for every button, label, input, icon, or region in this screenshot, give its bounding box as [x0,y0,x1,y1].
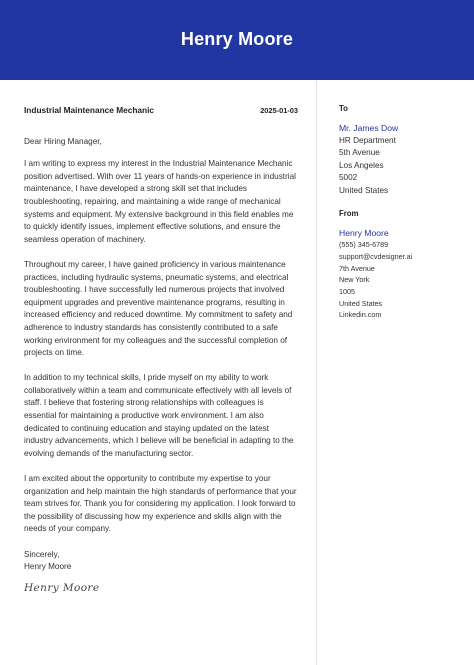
signature: Henry Moore [24,581,100,594]
sender-street: 7th Avenue [339,263,375,273]
column-divider [316,80,317,665]
letter-date: 2025-01-03 [260,106,298,115]
letter-body [24,104,298,594]
to-heading: To [339,104,348,113]
closing: Sincerely, [24,549,60,559]
sender-zip: 1005 [339,286,355,296]
header-banner [0,0,474,80]
letter-paragraph-3: In addition to my technical skills, I pride myself on my ability to work collaboratively within a team and communicate effectively with all levels of staff. I believe that fostering strong relationships with colleagues is essential for maintaining a productive work environment. I am also dedicated to continuing education and staying updated on the latest industry advancements, which I believe will be beneficial in adapting to the evolving demands of the manufacturing sector. [24,373,294,458]
letter-paragraph-2: Throughout my career, I have gained proficiency in various maintenance practices, including hydraulic systems, pneumatic systems, and electrical troubleshooting. I have successfully led numerous projects that involved equipment upgrades and preventive maintenance programs, resulting in increased efficiency and reduced downtime. My commitment to safety and adherence to industry standards has consistently contributed to a safe working environment for my colleagues and the successful completion of projects on time. [24,259,293,358]
sender-linkedin: Linkedin.com [339,310,382,320]
salutation: Dear Hiring Manager, [24,136,102,146]
letter-paragraph-4: I am excited about the opportunity to contribute my expertise to your organization and help maintain the high standards of performance that your team strives for. Thank you for considering my application. I look forward to the possibility of discussing how my experience and skills align with the needs of your company. [24,474,297,534]
closing-sender-name: Henry Moore [24,562,72,572]
job-title: Industrial Maintenance Mechanic [24,105,155,115]
sender-email: support@cvdesigner.ai [339,251,413,261]
header-name: Henry Moore [180,28,294,49]
recipient-zip: 5002 [339,173,358,183]
letter-paragraph-1: I am writing to express my interest in the Industrial Maintenance Mechanic position advertised. With over 11 years of hands-on experience in industrial maintenance, I have developed a strong skill set that includes troubleshooting, repairing, and maintaining a wide range of mechanical systems and equipment. My extensive background in this field enables me to quickly identify issues, implement effective solutions, and ensure the seamless operation of machinery. [24,159,297,244]
sender-city: New York [339,275,370,285]
sender-name: Henry Moore [339,227,389,238]
recipient-name: Mr. James Dow [339,123,399,133]
recipient-country: United States [339,185,389,195]
recipient-department: HR Department [339,135,396,145]
sender-country: United States [339,298,383,308]
recipient-street: 5th Avenue [339,148,380,158]
from-heading: From [339,208,359,218]
contact-sidebar [339,104,464,321]
sender-phone: (555) 345-6789 [339,240,389,250]
letter-title-row [24,104,298,118]
recipient-city: Los Angeles [339,160,384,170]
